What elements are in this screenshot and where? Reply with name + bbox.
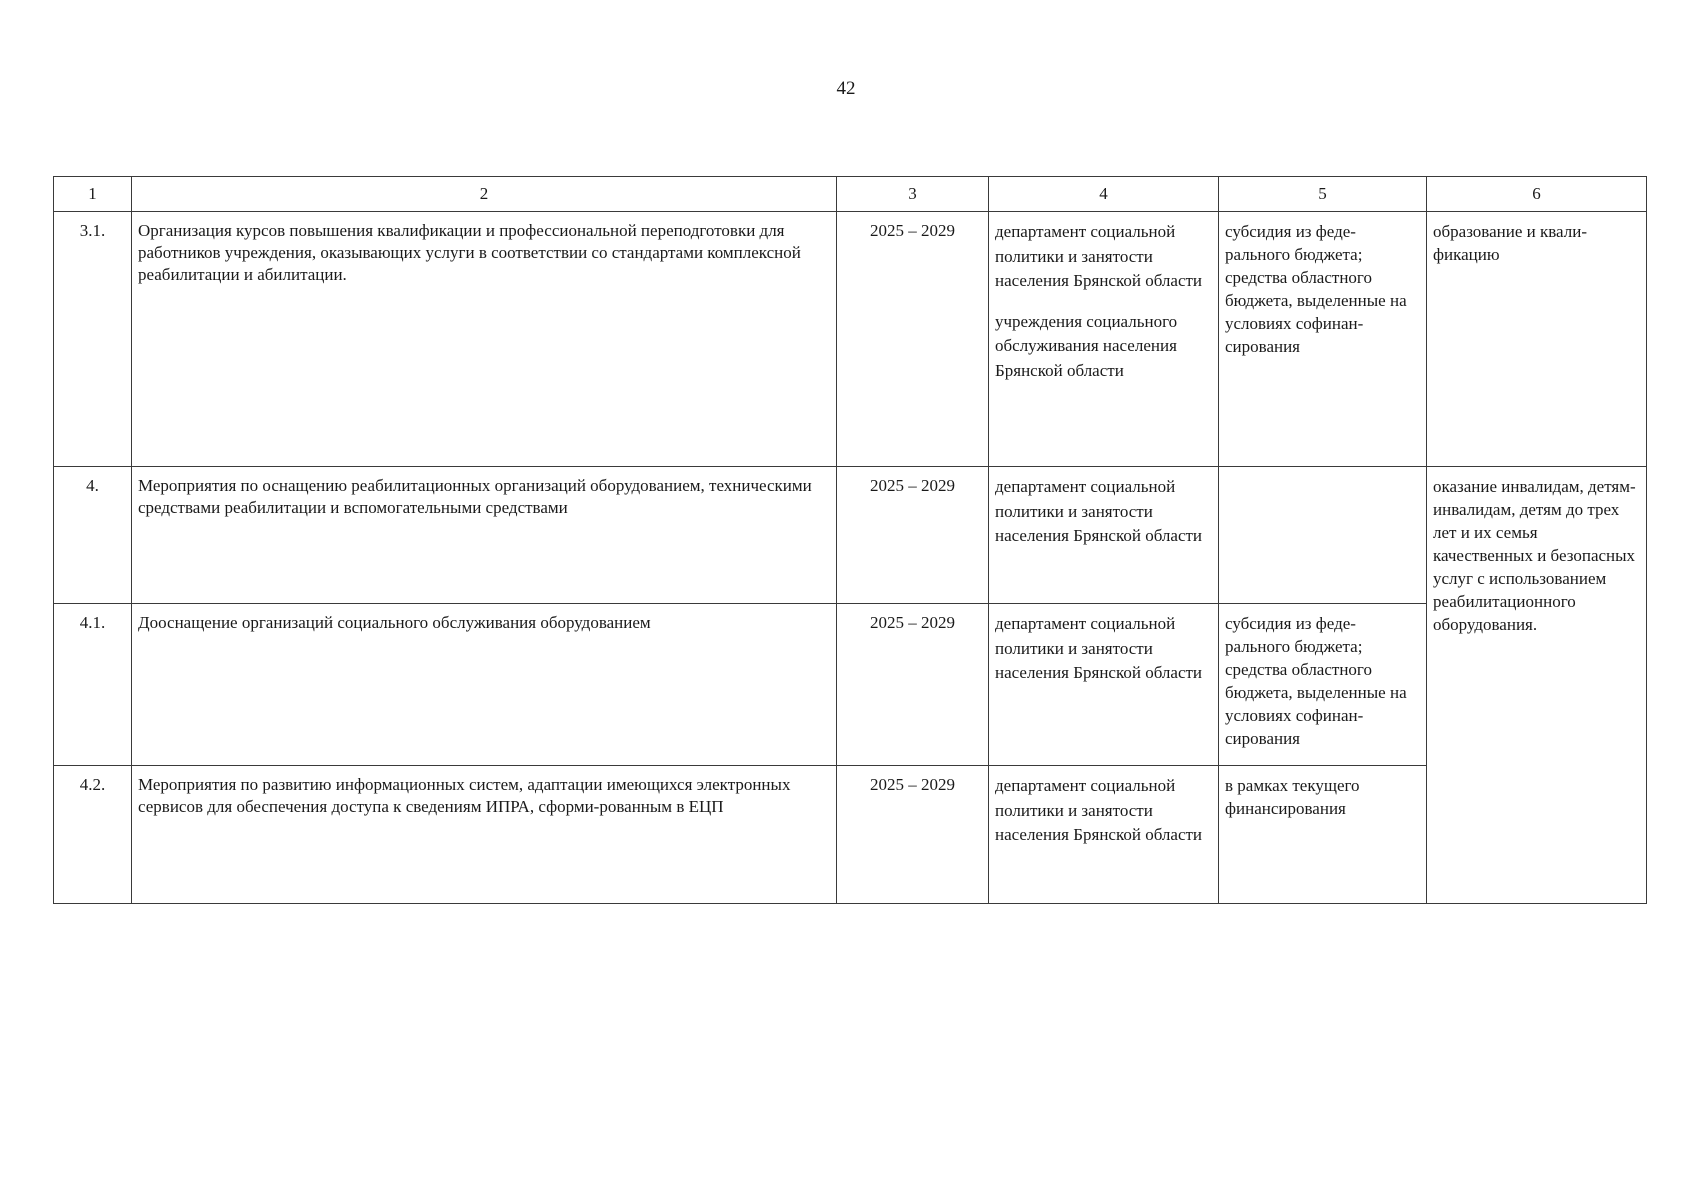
column-header-3: 3 xyxy=(837,177,989,212)
action-cell: Дооснащение организаций социального обслуживания оборудованием xyxy=(132,604,837,766)
executor-cell: департамент социальной политики и занятости населения Брянской области xyxy=(989,604,1219,766)
header-row xyxy=(54,177,1647,212)
row-number: 4.1. xyxy=(54,604,132,766)
column-header-1: 1 xyxy=(54,177,132,212)
column-header-4: 4 xyxy=(989,177,1219,212)
period-cell: 2025 – 2029 xyxy=(837,604,989,766)
funding-source-cell: в рамках текущего финансирования xyxy=(1219,766,1427,904)
action-cell: Организация курсов повышения квалификации и профессиональной переподготовки для работников учреждения, оказывающих услуги в соответствии со стандартами комплексной реабилитации и абилитации. xyxy=(132,212,837,467)
result-cell: образование и квали-фикацию xyxy=(1427,212,1647,467)
funding-source-cell: субсидия из феде-рального бюджета; средства областного бюджета, выделенные на условиях софинан-сирования xyxy=(1219,212,1427,467)
table-row xyxy=(54,766,1647,904)
action-cell: Мероприятия по развитию информационных систем, адаптации имеющихся электронных сервисов для обеспечения доступа к сведениям ИПРА, сформи-рованным в ЕЦП xyxy=(132,766,837,904)
page-number: 42 xyxy=(836,78,856,99)
row-number: 4. xyxy=(54,467,132,604)
column-header-2: 2 xyxy=(132,177,837,212)
executor-text: департамент социальной политики и занятости населения Брянской области xyxy=(995,222,1203,290)
period-cell: 2025 – 2029 xyxy=(837,212,989,467)
row-number: 3.1. xyxy=(54,212,132,467)
executor-cell: департамент социальной политики и занятости населения Брянской области xyxy=(989,766,1219,904)
period-cell: 2025 – 2029 xyxy=(837,467,989,604)
action-cell: Мероприятия по оснащению реабилитационных организаций оборудованием, техническими средствами реабилитации и вспомогательными средствами xyxy=(132,467,837,604)
row-number: 4.2. xyxy=(54,766,132,904)
result-cell: оказание инвалидам, детям-инвалидам, детям до трех лет и их семья качественных и безопасных услуг с использованием реабилитационного оборудования. xyxy=(1427,467,1647,904)
funding-source-cell: субсидия из феде-рального бюджета; средства областного бюджета, выделенные на условиях софинан-сирования xyxy=(1219,604,1427,766)
funding-source-cell xyxy=(1219,467,1427,604)
column-header-5: 5 xyxy=(1219,177,1427,212)
period-cell: 2025 – 2029 xyxy=(837,766,989,904)
executor-cell: департамент социальной политики и занятости населения Брянской области xyxy=(989,467,1219,604)
column-header-6: 6 xyxy=(1427,177,1647,212)
table-row xyxy=(54,604,1647,766)
table-row xyxy=(54,212,1647,467)
activities-table xyxy=(53,176,1647,904)
table-row xyxy=(54,467,1647,604)
executor-secondary-text: учреждения социального обслуживания населения Брянской области xyxy=(995,311,1178,380)
executor-cell xyxy=(989,212,1219,467)
